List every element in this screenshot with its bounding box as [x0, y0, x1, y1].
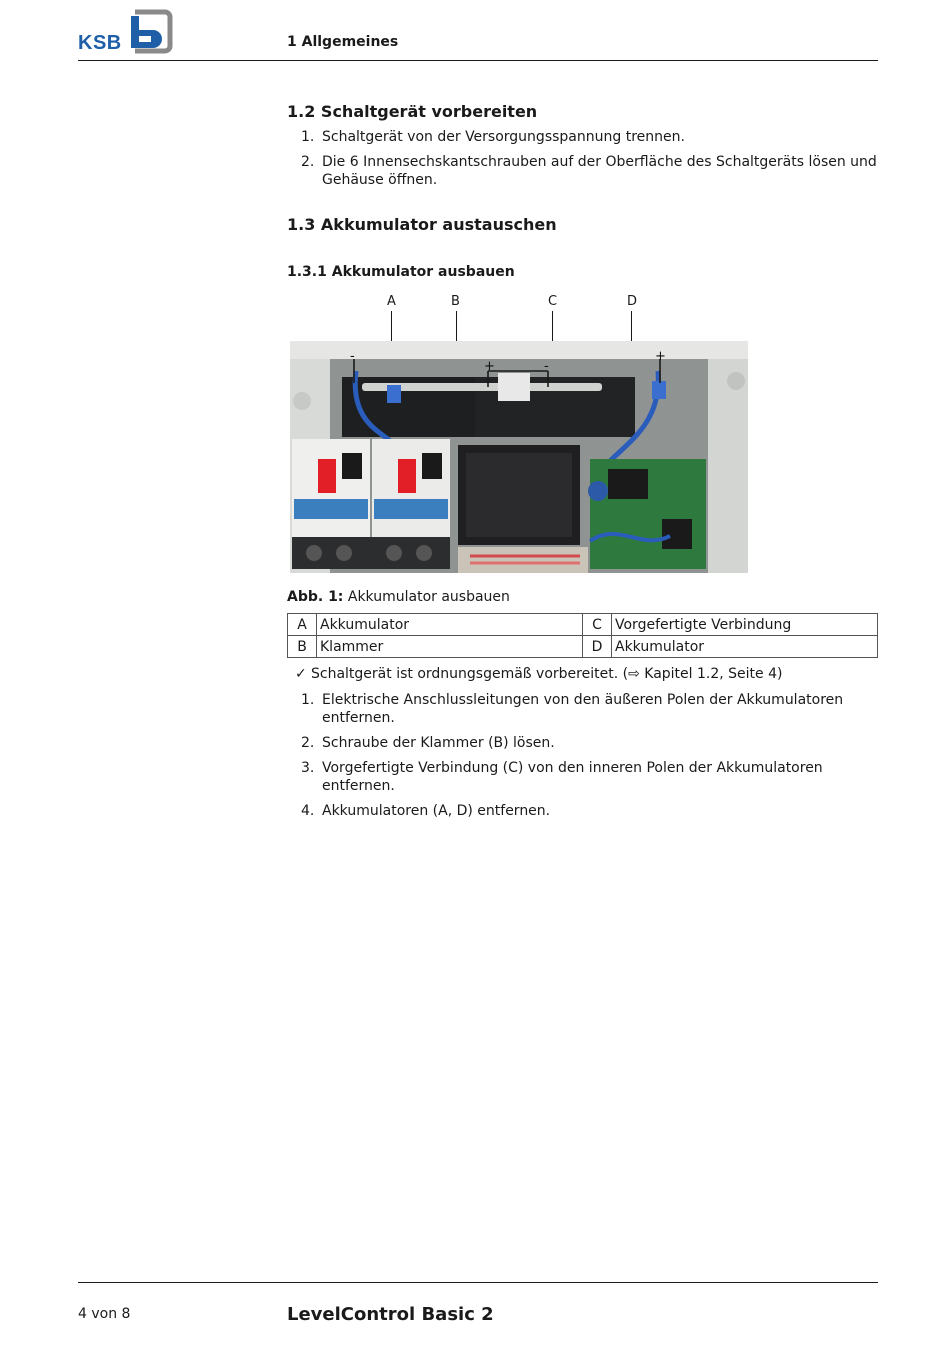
callout-label-c: C [548, 294, 558, 309]
list-item [287, 734, 877, 752]
step-number: 2. [301, 154, 315, 170]
precondition-line [287, 666, 877, 682]
logo-text: KSB [78, 32, 122, 54]
cross-reference-arrow-icon: ⇨ [628, 666, 640, 682]
callout-label-d: D [627, 294, 638, 309]
legend-value: Klammer [317, 636, 583, 658]
step-text: Akkumulatoren (A, D) entfernen. [322, 803, 551, 819]
step-number: 4. [301, 803, 315, 819]
step-number: 1. [301, 692, 315, 708]
legend-value: Akkumulator [612, 636, 878, 658]
step-number: 1. [301, 129, 315, 145]
step-text: Vorgefertigte Verbindung (C) von den inneren Polen der Akkumulatoren entfernen. [322, 760, 823, 794]
legend-value: Akkumulator [317, 614, 583, 636]
ksb-logo-mark-icon [127, 8, 173, 54]
header-section-title: 1 Allgemeines [287, 34, 399, 50]
heading-1-2: 1.2 Schaltgerät vorbereiten [287, 102, 538, 121]
caption-label: Abb. 1: [287, 589, 344, 605]
heading-1-3-1: 1.3.1 Akkumulator ausbauen [287, 264, 515, 280]
list-item [287, 802, 877, 820]
list-item [287, 759, 877, 795]
callout-label-b: B [451, 294, 460, 309]
heading-1-3: 1.3 Akkumulator austauschen [287, 215, 557, 234]
legend-key: C [583, 614, 612, 636]
precondition-text-end: ) [777, 666, 783, 682]
step-text: Schraube der Klammer (B) lösen. [322, 735, 555, 751]
ksb-logo [78, 8, 178, 54]
pole-plus-middle: + [484, 359, 495, 374]
table-row [288, 614, 878, 636]
step-number: 2. [301, 735, 315, 751]
step-number: 3. [301, 760, 315, 776]
legend-value: Vorgefertigte Verbindung [612, 614, 878, 636]
removal-steps-list [287, 691, 877, 827]
legend-table [287, 613, 878, 658]
pole-minus-middle: - [544, 359, 549, 374]
caption-text: Akkumulator ausbauen [343, 589, 510, 605]
legend-key: B [288, 636, 317, 658]
document-title: LevelControl Basic 2 [287, 1304, 494, 1325]
step-text: Schaltgerät von der Versorgungsspannung trennen. [322, 129, 685, 145]
pole-plus-right: + [655, 349, 666, 364]
list-item [287, 153, 877, 189]
chapter-link[interactable]: Kapitel 1.2, Seite 4 [639, 666, 778, 682]
legend-key: A [288, 614, 317, 636]
callout-label-a: A [387, 294, 396, 309]
checkmark-icon: ✓ [295, 666, 307, 682]
control-box-photo [290, 341, 748, 573]
list-item [287, 691, 877, 727]
legend-key: D [583, 636, 612, 658]
figure-caption [287, 589, 510, 605]
precondition-text: Schaltgerät ist ordnungsgemäß vorbereitet. ( [311, 666, 629, 682]
page-number: 4 von 8 [78, 1306, 131, 1322]
table-row [288, 636, 878, 658]
prep-steps-list [287, 128, 877, 196]
footer-rule [78, 1282, 878, 1283]
step-text: Elektrische Anschlussleitungen von den äußeren Polen der Akkumulatoren entfernen. [322, 692, 844, 726]
header-rule [78, 60, 878, 61]
pole-minus-left: - [350, 349, 355, 364]
step-text: Die 6 Innensechskantschrauben auf der Oberfläche des Schaltgeräts lösen und Gehäuse öffnen. [322, 154, 877, 188]
list-item [287, 128, 877, 146]
